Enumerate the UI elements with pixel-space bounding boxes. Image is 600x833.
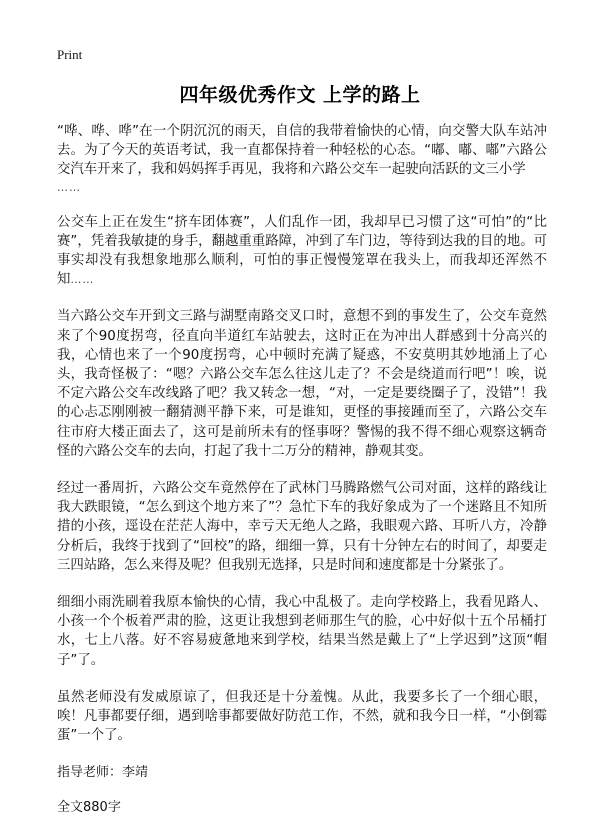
paragraph-text: 虽然老师没有发威原谅了，但我还是十分羞愧。从此，我要多长了一个细心眼，唉！凡事都要仔细，遇到啥事都要做好防范工作，不然，就和我今日一样，“小倒霉蛋”一个了。 — [57, 689, 547, 744]
teacher-credit: 指导老师：李靖 — [57, 765, 149, 781]
paragraph-text: 经过一番周折，六路公交车竟然停在了武林门马腾路燃气公司对面，这样的路线让我大跌眼镜，“怎么到这个地方来了”？急忙下车的我好象成为了一个迷路且不知所措的小孩，逕设在茫茫人海中，幸亏天无绝人之路，我眼观六路、耳听八方，冷静分析后，我终于找到了“回校”的路，细细一算，只有十分钟左右的时间了，却要走三四站路，怎么来得及呢？但我别无选择，只是时间和速度都是十分紧张了。 — [57, 481, 547, 573]
paragraph-4 — [57, 479, 547, 575]
paragraph-text: 细细小雨洗刷着我原本愉快的心情，我心中乱极了。走向学校路上，我看见路人、小孩一个个板着严肃的脸，这更让我想到老师那生气的脸，心中好似十五个吊桶打水，七上八落。好不容易疲惫地来到学校，结果当然是戴上了“上学迟到”这顶“帽子”了。 — [57, 595, 547, 668]
paragraph-6 — [57, 688, 547, 746]
paragraph-2 — [57, 213, 547, 290]
paragraph-3 — [57, 307, 547, 461]
ellipsis: …… — [70, 273, 95, 287]
paragraph-text: 当六路公交车开到文三路与湖墅南路交叉口时，意想不到的事发生了，公交车竟然来了个90度拐弯，径直向半道红车站驶去，这时正在为冲出人群感到十分高兴的我，心情也来了一个90度拐弯，心中顿时充满了疑惑，不安莫明其妙地涌上了心头，我奇怪极了：“嗯？六路公交车怎么往这儿走了？不会是绕道而行吧”！唉，说不定六路公交车改线路了吧？我又转念一想，“对，一定是要绕圈子了，没错”！我的心忐忑刚刚被一翻猜测平静下来，可是谁知，更怪的事接踵而至了，六路公交车往市府大楼正面去了，这可是前所未有的怪事呀？警惕的我不得不细心观察这辆奇怪的六路公交车的去向，打起了我十二万分的精神，静观其变。 — [57, 309, 547, 459]
ellipsis: …… — [57, 180, 81, 194]
print-link[interactable]: Print — [57, 47, 83, 62]
paragraph-5 — [57, 593, 547, 670]
paragraph-1 — [57, 122, 547, 195]
article-body — [57, 122, 547, 833]
word-count: 全文880字 — [57, 800, 121, 816]
paragraph-text: 公交车上正在发生“挤车团体赛”，人们乱作一团，我却早已习惯了这“可怕”的“比赛”，凭着我敏捷的身手，翻越重重路障，冲到了车门边，等待到达我的目的地。可事实却没有我想象地那么顺利，可怕的事正慢慢笼罩在我头上，而我却还浑然不知 — [57, 214, 547, 288]
article-title: 四年级优秀作文 上学的路上 — [179, 84, 421, 106]
paragraph-text: “哗、哗、哗”在一个阴沉沉的雨天，自信的我带着愉快的心情，向交警大队车站冲去。为了今天的英语考试，我一直都保持着一种轻松的心态。“嘟、嘟、嘟”六路公交汽车开来了，我和妈妈挥手再见，我将和六路公交车一起驶向活跃的文三小学 — [57, 124, 547, 178]
